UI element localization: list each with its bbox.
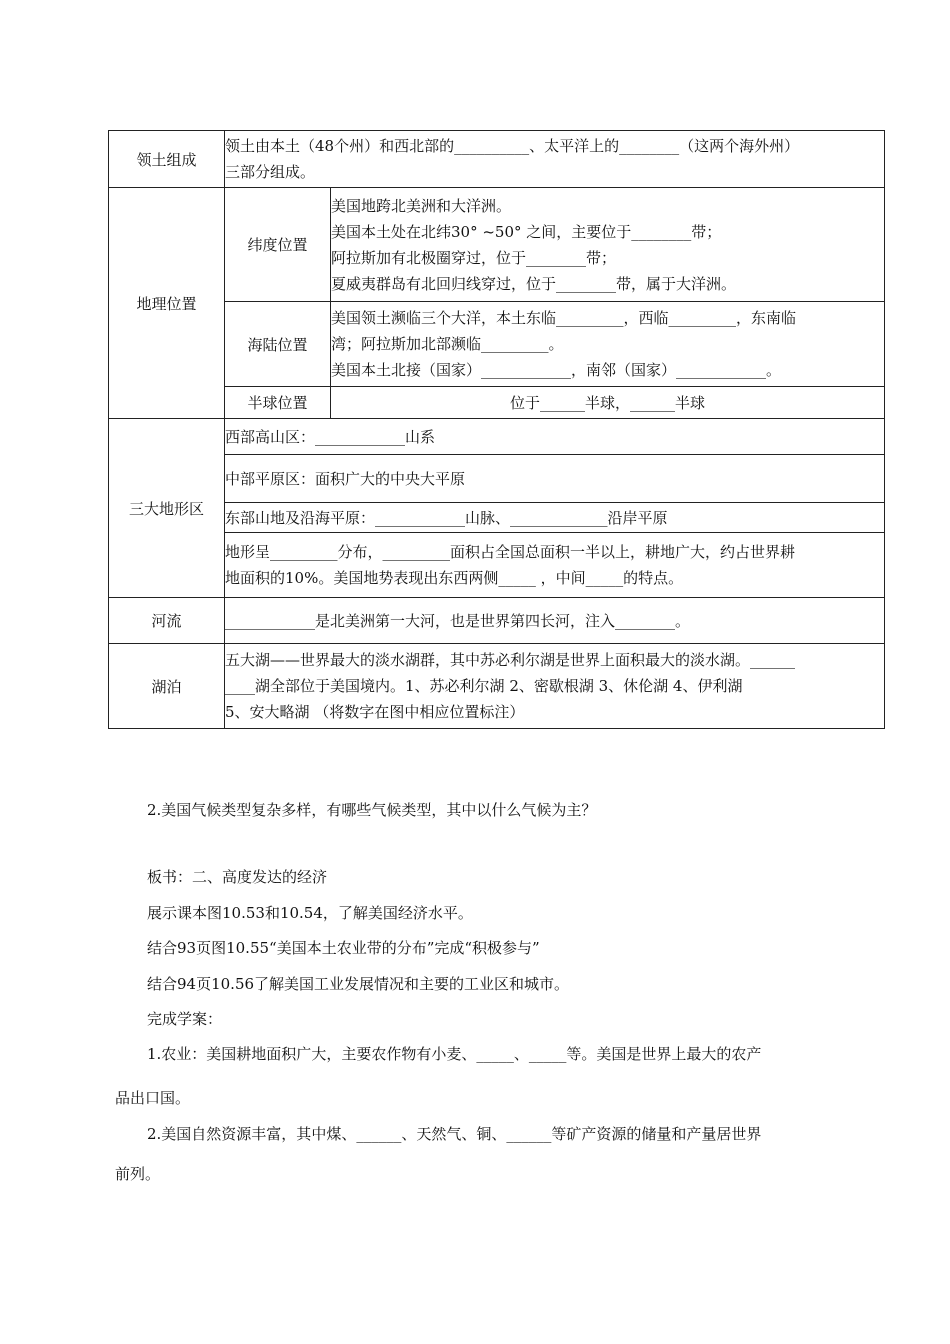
territory-row	[109, 131, 885, 188]
latitude-line-3: 阿拉斯加有北极圈穿过，位于________带；	[331, 248, 617, 267]
lakes-content	[225, 644, 885, 729]
agriculture-line-1: 1.农业：美国耕地面积广大，主要农作物有小麦、_____、_____等。美国是世界上最大的农产	[147, 1045, 762, 1063]
landform-east-row	[109, 503, 885, 533]
resources-line-2: 前列。	[115, 1165, 161, 1183]
question-climate: 2.美国气候类型复杂多样，有哪些气候类型，其中以什么气候为主？	[147, 801, 597, 819]
territory-content	[225, 131, 885, 188]
rivers-row	[109, 598, 885, 644]
territory-label: 领土组成	[109, 131, 225, 188]
sea-land-row	[109, 302, 885, 387]
lakes-line-3: 5、安大略湖 （将数字在图中相应位置标注）	[225, 703, 525, 721]
terrain-line-1: 地形呈_________分布，_________面积占全国总面积一半以上，耕地广大，约占世界耕	[225, 543, 796, 561]
territory-line-2: 三部分组成。	[225, 163, 316, 181]
sea-land-label: 海陆位置	[225, 302, 331, 387]
combine-page-93: 结合93页图10.55“美国本土农业带的分布”完成“积极参与”	[147, 939, 540, 957]
latitude-content	[331, 188, 885, 302]
sea-land-line-1: 美国领土濒临三个大洋，本土东临_________，西临_________，东南临	[331, 309, 797, 327]
hemisphere-content: 位于______半球，______半球	[331, 387, 885, 419]
sea-land-line-3: 美国本土北接（国家）____________，南邻（国家）____________。	[331, 361, 782, 379]
latitude-line-2: 美国本土处在北纬30° ~50° 之间，主要位于________带；	[331, 222, 722, 241]
landform-east: 东部山地及沿海平原：____________山脉、_____________沿岸平原	[225, 503, 885, 533]
terrain-content	[225, 533, 885, 598]
lakes-line-1: 五大湖——世界最大的淡水湖群，其中苏必利尔湖是世界上面积最大的淡水湖。______	[225, 651, 796, 669]
latitude-line-4: 夏威夷群岛有北回归线穿过，位于________带，属于大洋洲。	[331, 274, 737, 293]
resources-line-1: 2.美国自然资源丰富，其中煤、______、天然气、铜、______等矿产资源的储量和产量居世界	[147, 1125, 762, 1143]
landforms-label: 三大地形区	[109, 419, 225, 598]
show-figures: 展示课本图10.53和10.54，了解美国经济水平。	[147, 904, 473, 922]
landform-central-row	[109, 455, 885, 503]
terrain-row	[109, 533, 885, 598]
rivers-label: 河流	[109, 598, 225, 644]
board-heading: 板书：二、高度发达的经济	[147, 868, 328, 886]
combine-page-94: 结合94页10.56了解美国工业发展情况和主要的工业区和城市。	[147, 975, 570, 993]
lakes-line-2: ____湖全部位于美国境内。1、苏必利尔湖 2、密歇根湖 3、休伦湖 4、伊利湖	[225, 677, 743, 695]
latitude-line-1: 美国地跨北美洲和大洋洲。	[331, 196, 512, 215]
hemisphere-row	[109, 387, 885, 419]
lakes-row	[109, 644, 885, 729]
geo-location-label: 地理位置	[109, 188, 225, 419]
landform-west: 西部高山区：____________山系	[225, 419, 885, 455]
study-table	[108, 130, 885, 729]
hemisphere-label: 半球位置	[225, 387, 331, 419]
sea-land-line-2: 湾；阿拉斯加北部濒临_________。	[331, 335, 564, 353]
agriculture-line-2: 品出口国。	[115, 1089, 191, 1107]
sea-land-content	[331, 302, 885, 387]
terrain-line-2: 地面积的10%。美国地势表现出东西两侧_____ ，中间_____的特点。	[225, 569, 684, 587]
latitude-row	[109, 188, 885, 302]
lakes-label: 湖泊	[109, 644, 225, 729]
finish-worksheet: 完成学案：	[147, 1010, 223, 1028]
landform-west-row	[109, 419, 885, 455]
latitude-label: 纬度位置	[225, 188, 331, 302]
rivers-content: ____________是北美洲第一大河，也是世界第四长河，注入________。	[225, 598, 885, 644]
territory-line-1: 领土由本土（48个州）和西北部的__________、太平洋上的________（这两个海外州）	[225, 137, 800, 155]
landform-central: 中部平原区：面积广大的中央大平原	[225, 455, 885, 503]
